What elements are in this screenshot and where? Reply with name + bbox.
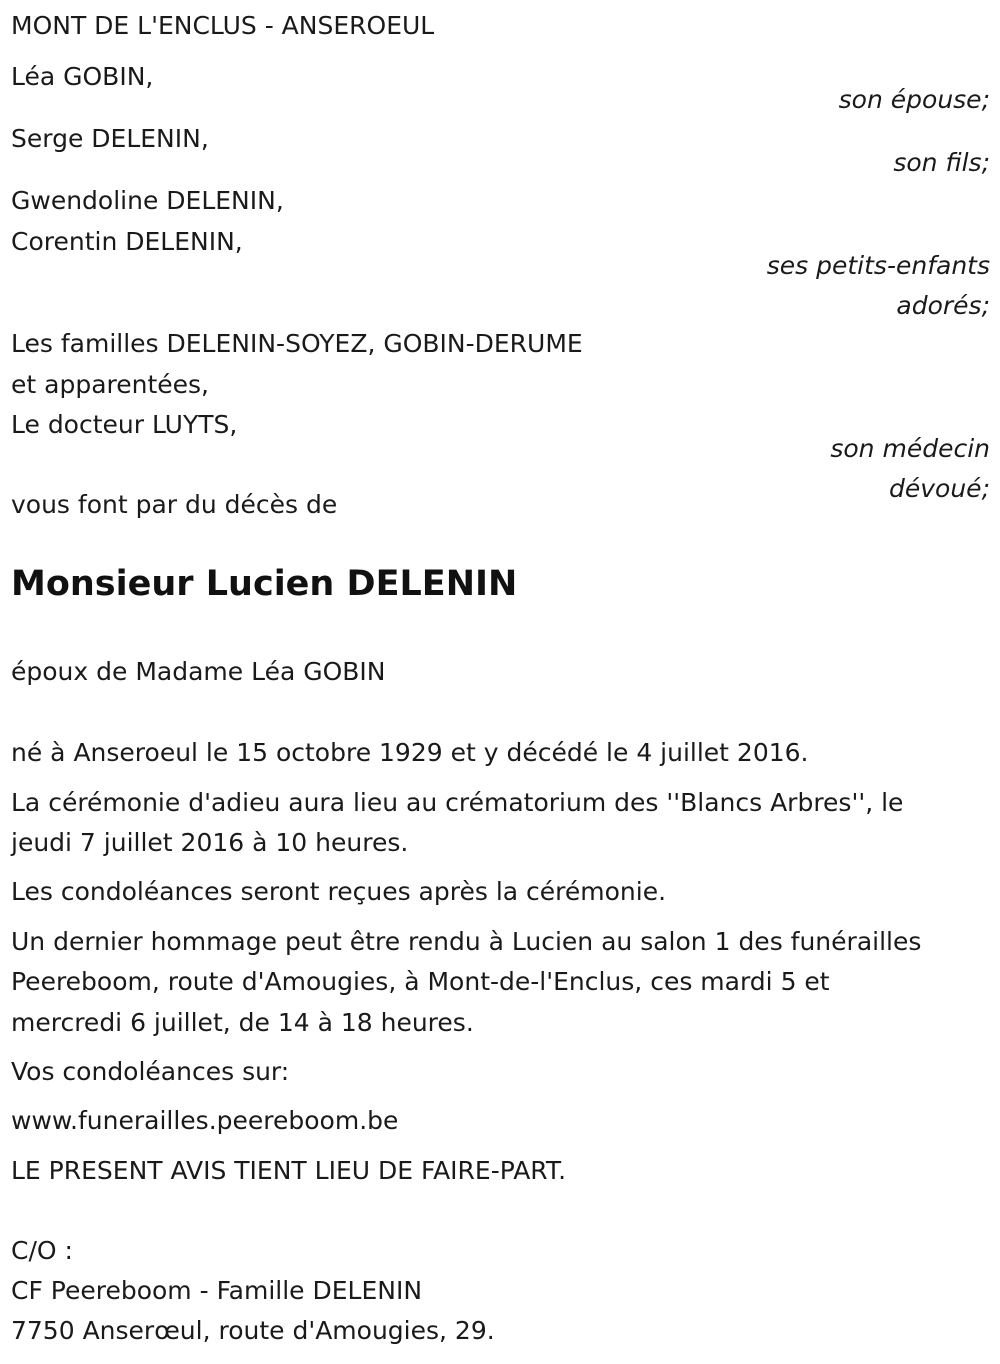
grandchild-name-2: Corentin DELENIN, xyxy=(11,227,243,256)
grandchild-name-1: Gwendoline DELENIN, xyxy=(11,186,284,215)
tribute-line-3: mercredi 6 juillet, de 14 à 18 heures. xyxy=(11,1008,474,1037)
spouse-role: son épouse; xyxy=(838,85,990,114)
condolences-line: Les condoléances seront reçues après la cérémonie. xyxy=(11,877,667,906)
doctor-role-line-2: dévoué; xyxy=(889,474,990,503)
families-line-1: Les familles DELENIN-SOYEZ, GOBIN-DERUME xyxy=(11,329,583,358)
care-of-label: C/O : xyxy=(11,1236,73,1265)
notice-line: LE PRESENT AVIS TIENT LIEU DE FAIRE-PART. xyxy=(11,1156,567,1185)
tribute-line-1: Un dernier hommage peut être rendu à Lucien au salon 1 des funérailles xyxy=(11,927,922,956)
deceased-name: Monsieur Lucien DELENIN xyxy=(11,564,518,604)
doctor-role-line-1: son médecin xyxy=(830,434,990,463)
spouse-name: Léa GOBIN, xyxy=(11,62,154,91)
website-link[interactable]: www.funerailles.peereboom.be xyxy=(11,1106,399,1135)
care-of-address: 7750 Anserœul, route d'Amougies, 29. xyxy=(11,1316,495,1345)
care-of-name: CF Peereboom - Famille DELENIN xyxy=(11,1276,423,1305)
birth-death-line: né à Anseroeul le 15 octobre 1929 et y décédé le 4 juillet 2016. xyxy=(11,738,809,767)
tribute-line-2: Peereboom, route d'Amougies, à Mont-de-l'Enclus, ces mardi 5 et xyxy=(11,967,830,996)
doctor-name: Le docteur LUYTS, xyxy=(11,410,238,439)
families-line-2: et apparentées, xyxy=(11,370,209,399)
son-name: Serge DELENIN, xyxy=(11,124,209,153)
location-header: MONT DE L'ENCLUS - ANSEROEUL xyxy=(11,11,435,40)
ceremony-line-2: jeudi 7 juillet 2016 à 10 heures. xyxy=(11,828,409,857)
online-condolences-label: Vos condoléances sur: xyxy=(11,1057,290,1086)
announcement-intro: vous font par du décès de xyxy=(11,490,338,519)
grandchildren-role-line-2: adorés; xyxy=(896,291,990,320)
son-role: son fils; xyxy=(893,148,990,177)
grandchildren-role-line-1: ses petits-enfants xyxy=(766,251,990,280)
ceremony-line-1: La cérémonie d'adieu aura lieu au crématorium des ''Blancs Arbres'', le xyxy=(11,788,904,817)
spouse-of-line: époux de Madame Léa GOBIN xyxy=(11,657,386,686)
